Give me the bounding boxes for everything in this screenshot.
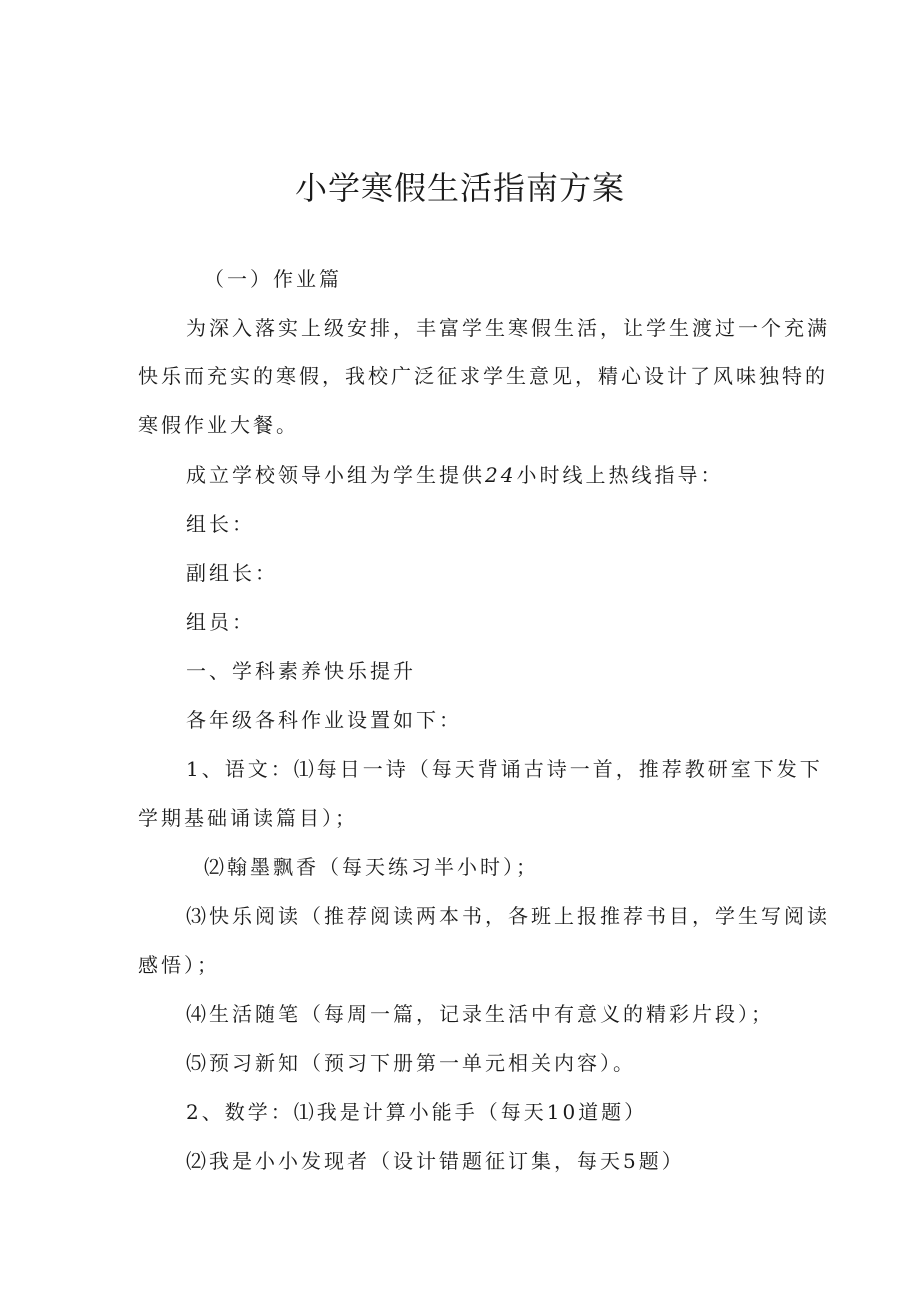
paragraph-line: 快乐而充实的寒假，我校广泛征求学生意见，精心设计了风味独特的 bbox=[138, 364, 828, 388]
paragraph-line: 为深入落实上级安排，丰富学生寒假生活，让学生渡过一个充满 bbox=[186, 316, 830, 340]
paragraph-line: 各年级各科作业设置如下： bbox=[186, 708, 462, 732]
chinese-item-1-cont: 学期基础诵读篇目）； bbox=[138, 806, 358, 830]
hotline-text-before: 成立学校领导小组为学生提供 bbox=[186, 463, 485, 487]
chinese-item-5: ⑸预习新知（预习下册第一单元相关内容）。 bbox=[186, 1051, 636, 1075]
chinese-item-3-cont: 感悟）； bbox=[138, 953, 220, 977]
document-title: 小学寒假生活指南方案 bbox=[294, 169, 625, 207]
leader-label: 组长： bbox=[186, 512, 255, 536]
paragraph-line-hotline bbox=[186, 461, 723, 489]
vice-leader-label: 副组长： bbox=[186, 561, 278, 585]
hotline-hours: 24 bbox=[485, 463, 517, 487]
hotline-text-after: 小时线上热线指导： bbox=[516, 463, 724, 487]
math-item-1: 2、数学：⑴我是计算小能手（每天10道题） bbox=[186, 1100, 648, 1124]
chinese-item-1: 1、语文：⑴每日一诗（每天背诵古诗一首，推荐教研室下发下 bbox=[186, 757, 823, 781]
section-heading-subjects: 一、学科素养快乐提升 bbox=[186, 659, 416, 683]
paragraph-line: 寒假作业大餐。 bbox=[138, 413, 299, 437]
chinese-item-3: ⑶快乐阅读（推荐阅读两本书，各班上报推荐书目，学生写阅读 bbox=[186, 904, 830, 928]
chinese-item-2: ⑵翰墨飘香（每天练习半小时）； bbox=[204, 855, 539, 879]
math-item-2: ⑵我是小小发现者（设计错题征订集，每天5题） bbox=[186, 1149, 685, 1173]
chinese-item-4: ⑷生活随笔（每周一篇，记录生活中有意义的精彩片段）； bbox=[186, 1002, 774, 1026]
section-heading-homework: （一）作业篇 bbox=[204, 267, 342, 291]
members-label: 组员： bbox=[186, 610, 255, 634]
